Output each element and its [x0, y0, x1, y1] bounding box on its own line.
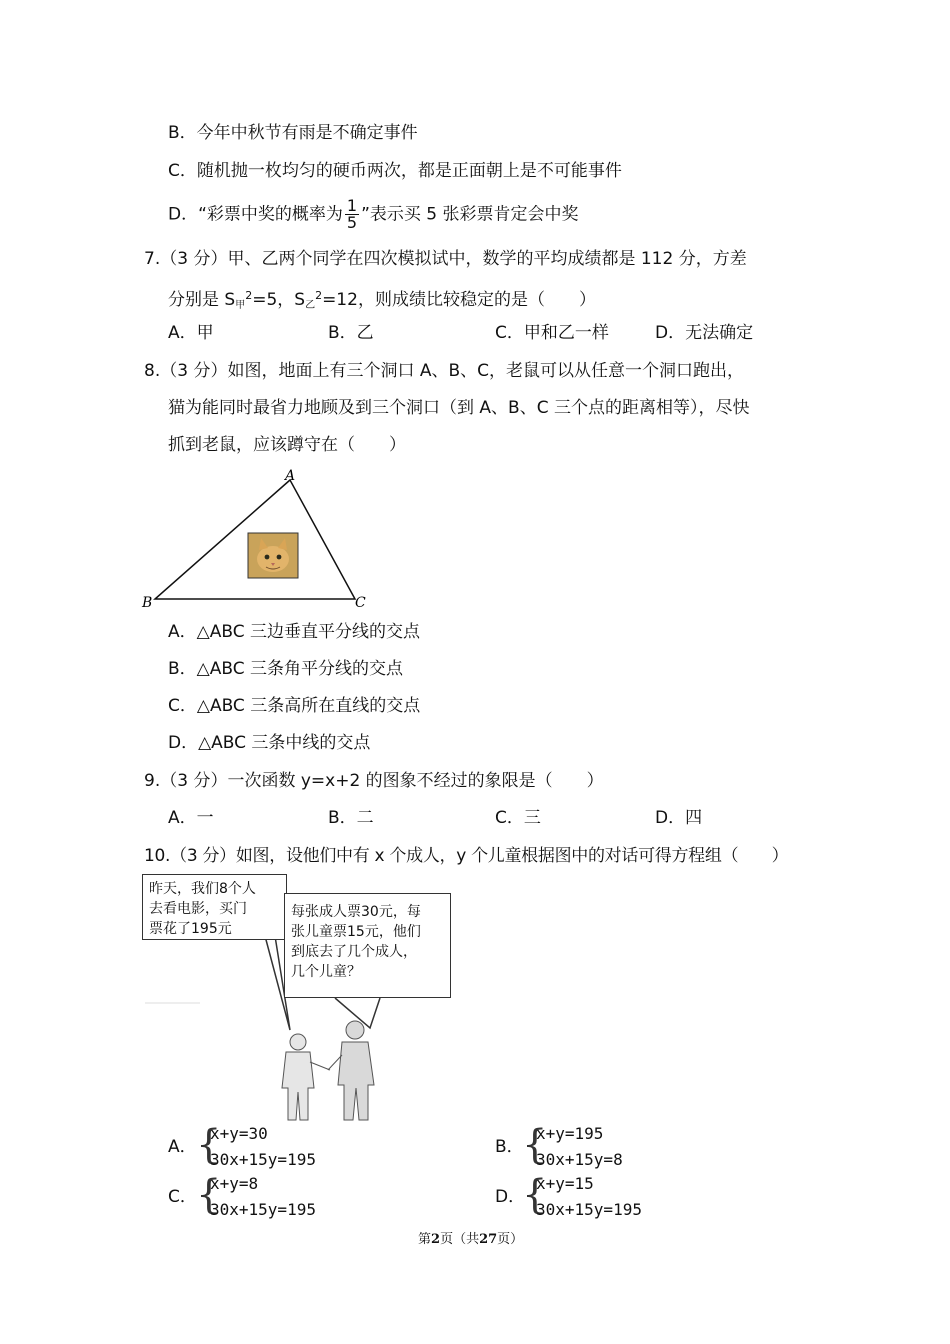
q10-option-c-system [210, 1171, 316, 1223]
superscript: 2 [245, 289, 253, 302]
total-pages: 27 [479, 1232, 498, 1247]
q7-text: =5，S [252, 290, 306, 310]
equation: 30x+15y=195 [536, 1200, 642, 1219]
q10-option-a-system [210, 1121, 316, 1173]
vertex-label-b: B [142, 595, 153, 611]
q10-stem: 10.（3 分）如图，设他们中有 x 个成人，y 个儿童根据图中的对话可得方程组（ ） [144, 846, 789, 866]
fraction-denominator: 5 [346, 213, 358, 232]
page-number: 2 [431, 1232, 441, 1247]
q8-stem-line1: 8.（3 分）如图，地面上有三个洞口 A、B、C，老鼠可以从任意一个洞口跑出， [144, 361, 745, 381]
bubble-text: 去看电影，买门 [149, 901, 247, 917]
equation: x+y=30 [210, 1124, 268, 1143]
q8-option-a: A．△ABC 三边垂直平分线的交点 [168, 622, 420, 642]
left-brace-icon: { [522, 1122, 548, 1168]
q10-option-d-system [536, 1171, 642, 1223]
speech-bubble-left [142, 874, 287, 940]
bubble-text: 昨天，我们8个人 [149, 881, 256, 897]
page-footer [418, 1228, 523, 1247]
superscript: 2 [315, 289, 323, 302]
q6-option-b: B．今年中秋节有雨是不确定事件 [168, 123, 418, 143]
equation: x+y=195 [536, 1124, 604, 1143]
q7-text: =12，则成绩比较稳定的是（ ） [322, 290, 596, 310]
q7-option-c: C．甲和乙一样 [495, 323, 609, 343]
q8-option-c: C．△ABC 三条高所在直线的交点 [168, 696, 421, 716]
q8-stem-line3: 抓到老鼠，应该蹲守在（ ） [168, 435, 406, 455]
person-right-illustration [328, 1021, 374, 1120]
q9-stem: 9.（3 分）一次函数 y=x+2 的图象不经过的象限是（ ） [144, 771, 604, 791]
q10-option-b-system [536, 1121, 623, 1173]
q7-option-d: D．无法确定 [655, 323, 754, 343]
equation: x+y=8 [210, 1174, 259, 1193]
q7-option-a: A．甲 [168, 323, 214, 343]
q7-option-b: B．乙 [328, 323, 374, 343]
subscript: 乙 [305, 300, 316, 311]
equation: 30x+15y=8 [536, 1150, 623, 1169]
bubble-text: 几个儿童？ [291, 964, 361, 980]
q10-option-a-label: A． [168, 1137, 197, 1157]
q10-option-c-label: C． [168, 1187, 197, 1207]
fraction [345, 198, 359, 231]
bubble-text: 每张成人票30元，每 [291, 904, 421, 920]
left-brace-icon: { [196, 1122, 222, 1168]
q8-option-b: B．△ABC 三条角平分线的交点 [168, 659, 404, 679]
fraction-numerator: 1 [346, 196, 358, 215]
q9-option-a: A．一 [168, 808, 214, 828]
person-left-illustration [282, 1034, 330, 1120]
triangle-diagram [140, 462, 380, 612]
bubble-text: 张儿童票15元，他们 [291, 924, 421, 940]
q9-option-b: B．二 [328, 808, 374, 828]
q6-option-d-text: D．“彩票中奖的概率为 [168, 204, 343, 225]
q10-option-d-label: D． [495, 1187, 526, 1207]
subscript: 甲 [235, 300, 246, 311]
equation: x+y=15 [536, 1174, 594, 1193]
q7-text: 分别是 S [168, 290, 236, 310]
bubble-text: 票花了195元 [149, 921, 232, 937]
equation: 30x+15y=195 [210, 1150, 316, 1169]
q6-option-c: C．随机抛一枚均匀的硬币两次，都是正面朝上是不可能事件 [168, 161, 622, 181]
q6-option-d-text-end: ”表示买 5 张彩票肯定会中奖 [361, 204, 579, 225]
q6-option-d [168, 198, 579, 231]
footer-text: 页（共 [440, 1232, 480, 1247]
cat-image [248, 533, 298, 578]
footer-text: 页） [497, 1232, 524, 1247]
left-brace-icon: { [196, 1172, 222, 1218]
q8-stem-line2: 猫为能同时最省力地顾及到三个洞口（到 A、B、C 三个点的距离相等），尽快 [168, 398, 750, 418]
q7-stem-line2 [168, 285, 596, 317]
q7-stem-line1: 7.（3 分）甲、乙两个同学在四次模拟试中，数学的平均成绩都是 112 分，方差 [144, 249, 747, 269]
footer-text: 第 [418, 1232, 432, 1247]
equation: 30x+15y=195 [210, 1200, 316, 1219]
q10-option-b-label: B． [495, 1137, 524, 1157]
q8-option-d: D．△ABC 三条中线的交点 [168, 733, 371, 753]
q9-option-d: D．四 [655, 808, 703, 828]
left-brace-icon: { [522, 1172, 548, 1218]
vertex-label-a: A [285, 468, 296, 484]
speech-bubble-right [284, 893, 451, 998]
bubble-text: 到底去了几个成人， [291, 944, 417, 960]
vertex-label-c: C [355, 595, 366, 611]
q9-option-c: C．三 [495, 808, 541, 828]
